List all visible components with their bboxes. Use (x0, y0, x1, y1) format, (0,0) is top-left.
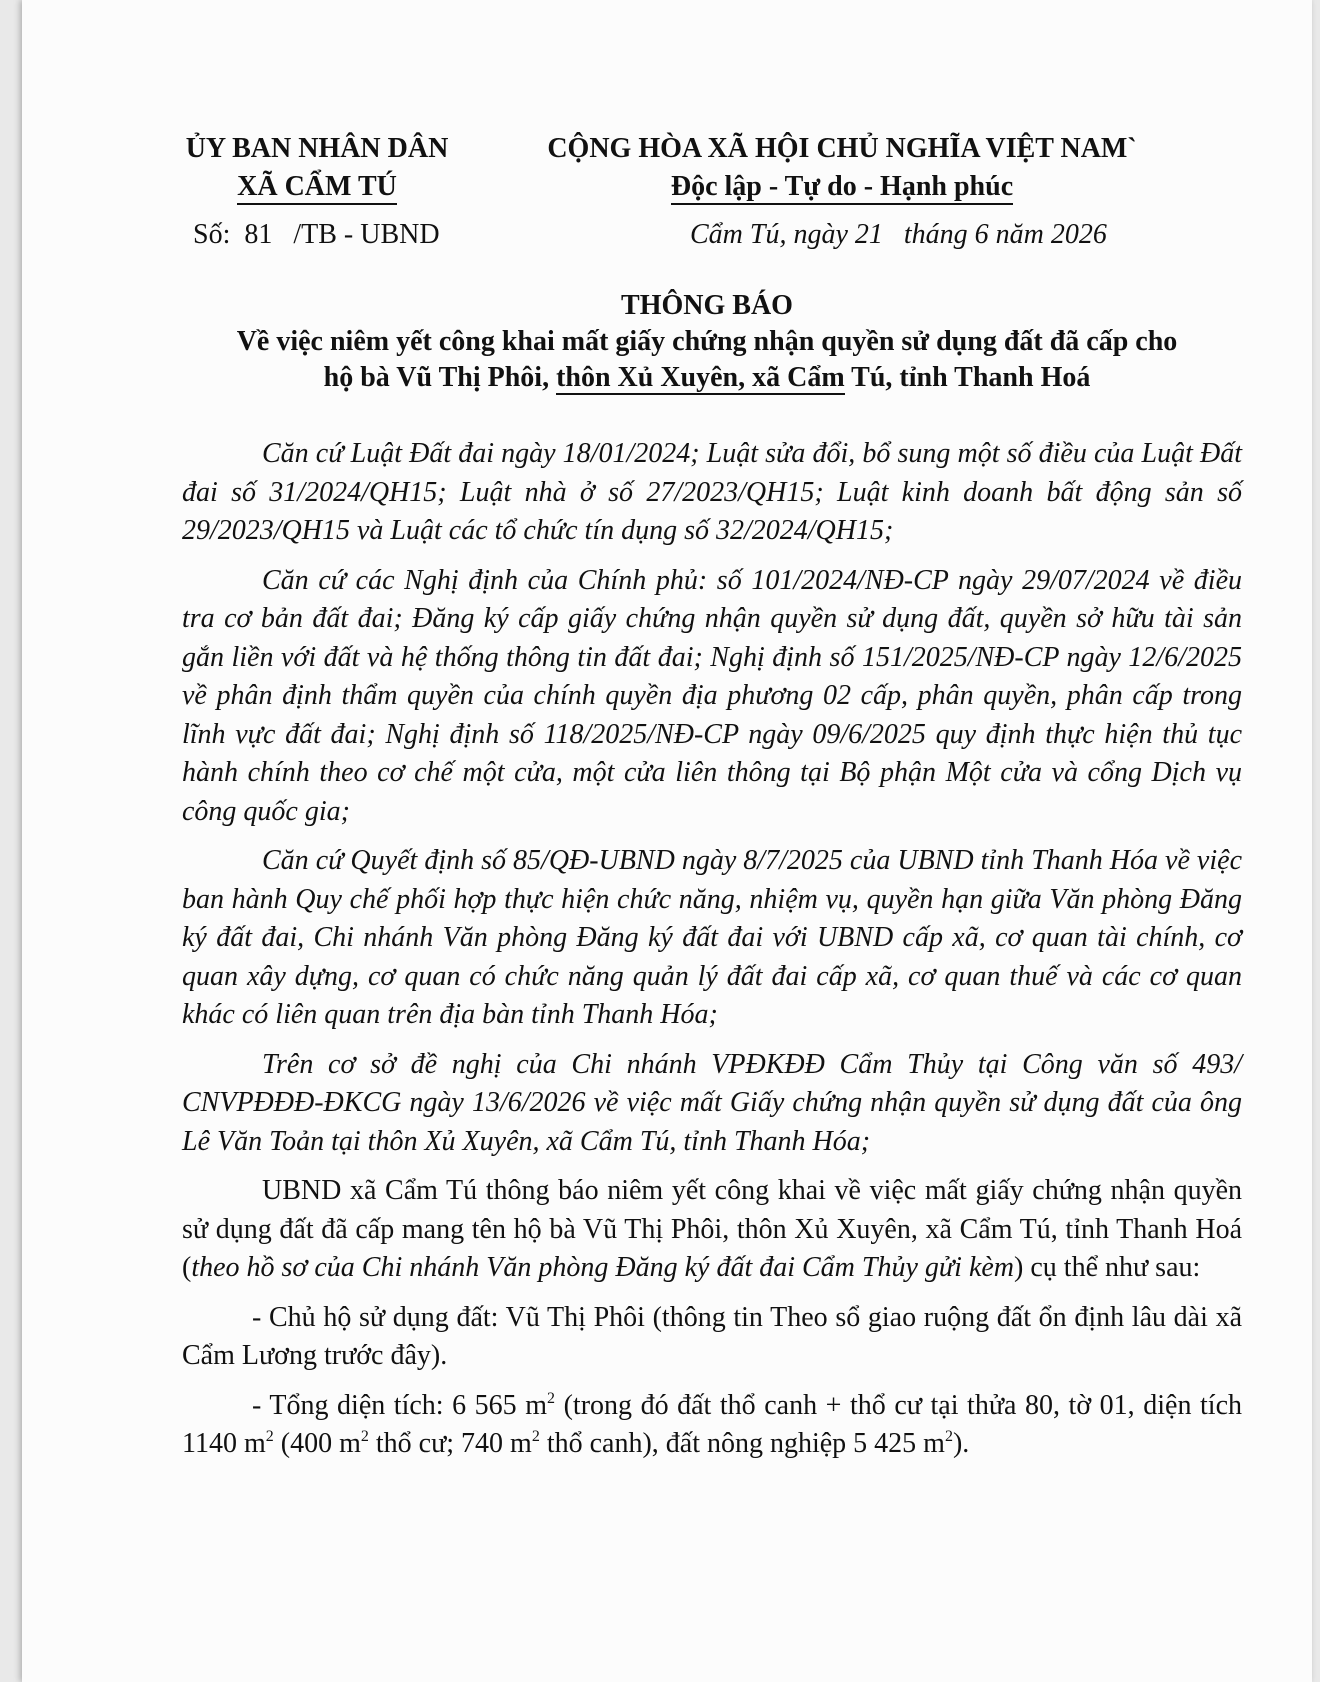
announcement-italic-note: theo hồ sơ của Chi nhánh Văn phòng Đăng ký đất đai Cẩm Thủy gửi kèm (191, 1252, 1015, 1283)
document-number: Số: 81 /TB - UBND (193, 219, 440, 250)
title-heading: THÔNG BÁO (621, 290, 793, 321)
legal-basis-paragraph-2: Căn cứ các Nghị định của Chính phủ: số 101/2024/NĐ-CP ngày 29/07/2024 về điều tra cơ bản đất đai; Đăng ký cấp giấy chứng nhận quyền sử dụng đất, quyền sở hữu tài sản gắn liền với đất và hệ thống thông tin đất đai; Nghị định số 151/2025/NĐ-CP ngày 12/6/2025 về phân định thẩm quyền của chính quyền địa phương 02 cấp, phân quyền, phân cấp trong lĩnh vực đất đai; Nghị định số 118/2025/NĐ-CP ngày 09/6/2025 quy định thực hiện thủ tục hành chính theo cơ chế một cửa, một cửa liên thông tại Bộ phận Một cửa và cổng Dịch vụ công quốc gia; (182, 564, 1242, 827)
document-page (22, 0, 1312, 1682)
legal-basis-paragraph-4: Trên cơ sở đề nghị của Chi nhánh VPĐKĐĐ Cẩm Thủy tại Công văn số 493/ CNVPĐĐĐ-ĐKCG ngày 13/6/2026 về việc mất Giấy chứng nhận quyền sử dụng đất của ông Lê Văn Toản tại thôn Xủ Xuyên, xã Cẩm Tú, tỉnh Thanh Hóa; (182, 1048, 1242, 1157)
issuing-authority (152, 130, 482, 206)
authority-name: ỦY BAN NHÂN DÂN (185, 133, 449, 164)
document-date: Cẩm Tú, ngày 21 tháng 6 năm 2026 (690, 219, 1107, 250)
land-owner-item: - Chủ hộ sử dụng đất: Vũ Thị Phôi (thông tin Theo sổ giao ruộng đất ổn định lâu dài xã Cẩm Lương trước đây). (182, 1301, 1242, 1371)
motto-line: Độc lập - Tự do - Hạnh phúc (671, 171, 1013, 205)
document-body (182, 435, 1242, 1475)
subject-underlined-text: thôn Xủ Xuyên, xã Cẩm (556, 362, 845, 393)
superscript: 2 (944, 1428, 953, 1445)
area-text: (400 m (273, 1428, 361, 1459)
area-text: thổ canh), đất nông nghiệp 5 425 m (539, 1428, 945, 1459)
document-title (172, 288, 1242, 396)
national-motto (492, 130, 1192, 206)
title-subject-line1: Về việc niêm yết công khai mất giấy chứng nhận quyền sử dụng đất đã cấp cho (236, 326, 1178, 357)
commune-name: XÃ CẨM TÚ (237, 171, 397, 205)
announcement-paragraph (182, 1172, 1242, 1288)
area-text: (trong đó đất thổ canh + thổ cư tại thửa 80, tờ 01, diện tích 1140 m (182, 1389, 1242, 1459)
subject-text: hộ bà Vũ Thị Phôi, (323, 362, 557, 393)
area-text: - Tổng diện tích: 6 565 m (252, 1389, 548, 1421)
superscript: 2 (531, 1428, 540, 1445)
legal-basis-paragraph-1: Căn cứ Luật Đất đai ngày 18/01/2024; Luật sửa đổi, bổ sung một số điều của Luật Đất đai số 31/2024/QH15; Luật nhà ở số 27/2023/QH15; Luật kinh doanh bất động sản số 29/2023/QH15 và Luật các tổ chức tín dụng số 32/2024/QH15; (182, 438, 1242, 546)
subject-text-end: Tú, tỉnh Thanh Hoá (844, 362, 1091, 393)
legal-basis-paragraph-3: Căn cứ Quyết định số 85/QĐ-UBND ngày 8/7/2025 của UBND tỉnh Thanh Hóa về việc ban hành Quy chế phối hợp thực hiện chức năng, nhiệm vụ, quyền hạn giữa Văn phòng Đăng ký đất đai, Chi nhánh Văn phòng Đăng ký đất đai với UBND cấp xã, cơ quan tài chính, cơ quan xây dựng, cơ quan có chức năng quản lý đất đai cấp xã, cơ quan thuế và các cơ quan khác có liên quan trên địa bàn tỉnh Thanh Hóa; (182, 845, 1242, 1030)
title-subject-line2 (172, 360, 1242, 396)
superscript: 2 (360, 1428, 369, 1445)
country-name: CỘNG HÒA XÃ HỘI CHỦ NGHĨA VIỆT NAM` (547, 133, 1137, 164)
land-area-item (182, 1387, 1242, 1464)
area-text: thổ cư; 740 m (368, 1428, 532, 1459)
superscript: 2 (265, 1428, 274, 1445)
area-text: ). (952, 1428, 970, 1459)
announcement-text: UBND xã Cẩm Tú thông báo niêm yết công khai về việc mất giấy chứng nhận quyền sử dụng đất đã cấp mang tên hộ bà Vũ Thị Phôi, thôn Xủ Xuyên, xã Cẩm Tú, tỉnh Thanh Hoá ( (182, 1175, 1242, 1283)
announcement-text-end: ) cụ thể như sau: (1014, 1252, 1201, 1283)
superscript: 2 (547, 1389, 556, 1407)
